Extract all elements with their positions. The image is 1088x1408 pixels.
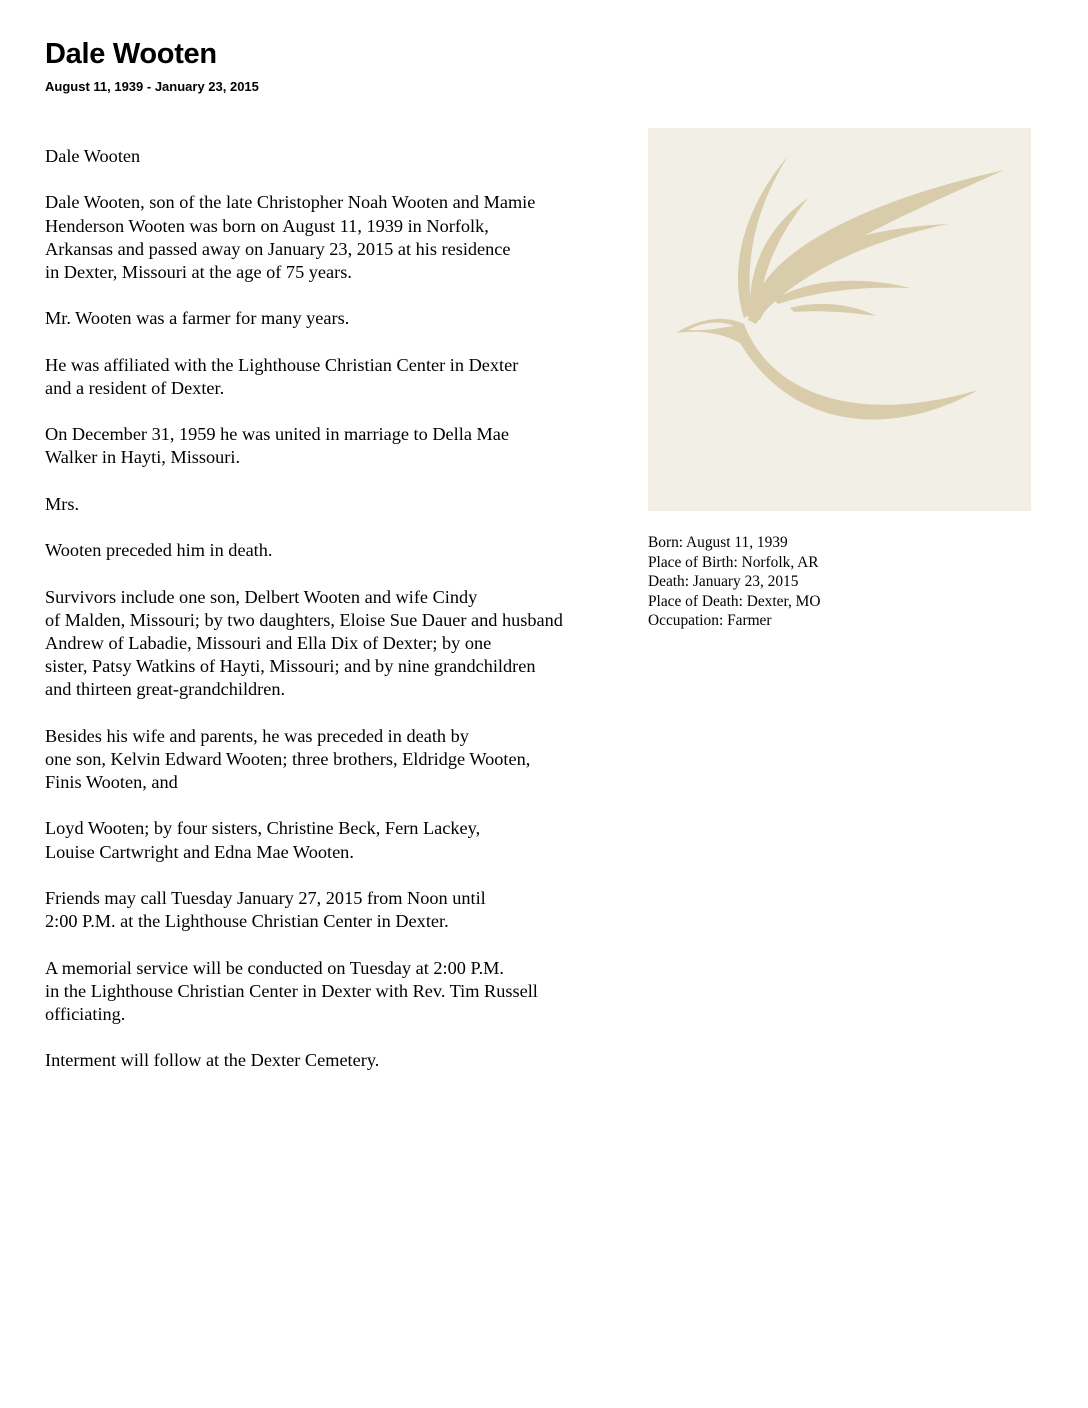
fact-line: Place of Death: Dexter, MO — [648, 592, 821, 610]
obituary-line: in Dexter, Missouri at the age of 75 years. — [45, 261, 352, 282]
paragraph-gap — [45, 864, 665, 887]
obituary-line: one son, Kelvin Edward Wooten; three brothers, Eldridge Wooten, — [45, 748, 531, 769]
life-dates: August 11, 1939 - January 23, 2015 — [45, 79, 259, 94]
obituary-line: Mr. Wooten was a farmer for many years. — [45, 308, 350, 329]
obituary-line: 2:00 P.M. at the Lighthouse Christian Center in Dexter. — [45, 911, 449, 932]
fact-line: Place of Birth: Norfolk, AR — [648, 553, 819, 571]
paragraph-gap — [45, 702, 665, 725]
obituary-line: Mrs. — [45, 493, 80, 514]
memorial-photo — [648, 128, 1031, 511]
obituary-line: and a resident of Dexter. — [45, 377, 225, 398]
obituary-line: of Malden, Missouri; by two daughters, Eloise Sue Dauer and husband — [45, 609, 563, 630]
paragraph-gap — [45, 794, 665, 817]
obituary-line: Dale Wooten — [45, 146, 141, 166]
life-facts — [648, 533, 820, 631]
obituary-line: Wooten preceded him in death. — [45, 540, 273, 561]
obituary-line: Dale Wooten, son of the late Christopher Noah Wooten and Mamie — [45, 192, 536, 213]
paragraph-gap — [45, 1026, 665, 1049]
paragraph-gap — [45, 400, 665, 423]
obituary-line: officiating. — [45, 1003, 126, 1024]
paragraph-gap — [45, 562, 665, 585]
paragraph-gap — [45, 331, 665, 354]
obituary-line: Interment will follow at the Dexter Cemetery. — [45, 1050, 380, 1071]
fact-line: Death: January 23, 2015 — [648, 573, 799, 591]
page-title: Dale Wooten — [45, 38, 217, 70]
obituary-line: sister, Patsy Watkins of Hayti, Missouri; and by nine grandchildren — [45, 656, 536, 677]
paragraph-gap — [45, 168, 665, 191]
obituary-line: and thirteen great-grandchildren. — [45, 679, 286, 700]
paragraph-gap — [45, 933, 665, 956]
obituary-line: Survivors include one son, Delbert Wooten and wife Cindy — [45, 586, 478, 607]
obituary-line: Friends may call Tuesday January 27, 2015 from Noon until — [45, 888, 486, 908]
dove-icon — [648, 128, 1031, 511]
obituary-line: Walker in Hayti, Missouri. — [45, 447, 241, 468]
obituary-line: Loyd Wooten; by four sisters, Christine Beck, Fern Lackey, — [45, 818, 481, 839]
obituary-line: Henderson Wooten was born on August 11, 1939 in Norfolk, — [45, 215, 489, 236]
obituary-line: Louise Cartwright and Edna Mae Wooten. — [45, 841, 354, 862]
fact-line: Occupation: Farmer — [648, 612, 772, 630]
obituary-line: A memorial service will be conducted on Tuesday at 2:00 P.M. — [45, 957, 505, 978]
obituary-line: Andrew of Labadie, Missouri and Ella Dix of Dexter; by one — [45, 632, 492, 653]
obituary-text — [45, 145, 665, 1073]
obituary-line: On December 31, 1959 he was united in marriage to Della Mae — [45, 424, 509, 445]
obituary-line: He was affiliated with the Lighthouse Christian Center in Dexter — [45, 354, 519, 375]
obituary-line: Arkansas and passed away on January 23, 2015 at his residence — [45, 238, 511, 259]
obituary-line: Besides his wife and parents, he was preceded in death by — [45, 725, 469, 746]
obituary-line: in the Lighthouse Christian Center in Dexter with Rev. Tim Russell — [45, 980, 538, 1001]
fact-line: Born: August 11, 1939 — [648, 534, 788, 551]
paragraph-gap — [45, 516, 665, 539]
paragraph-gap — [45, 284, 665, 307]
obituary-line: Finis Wooten, and — [45, 772, 178, 793]
paragraph-gap — [45, 470, 665, 493]
